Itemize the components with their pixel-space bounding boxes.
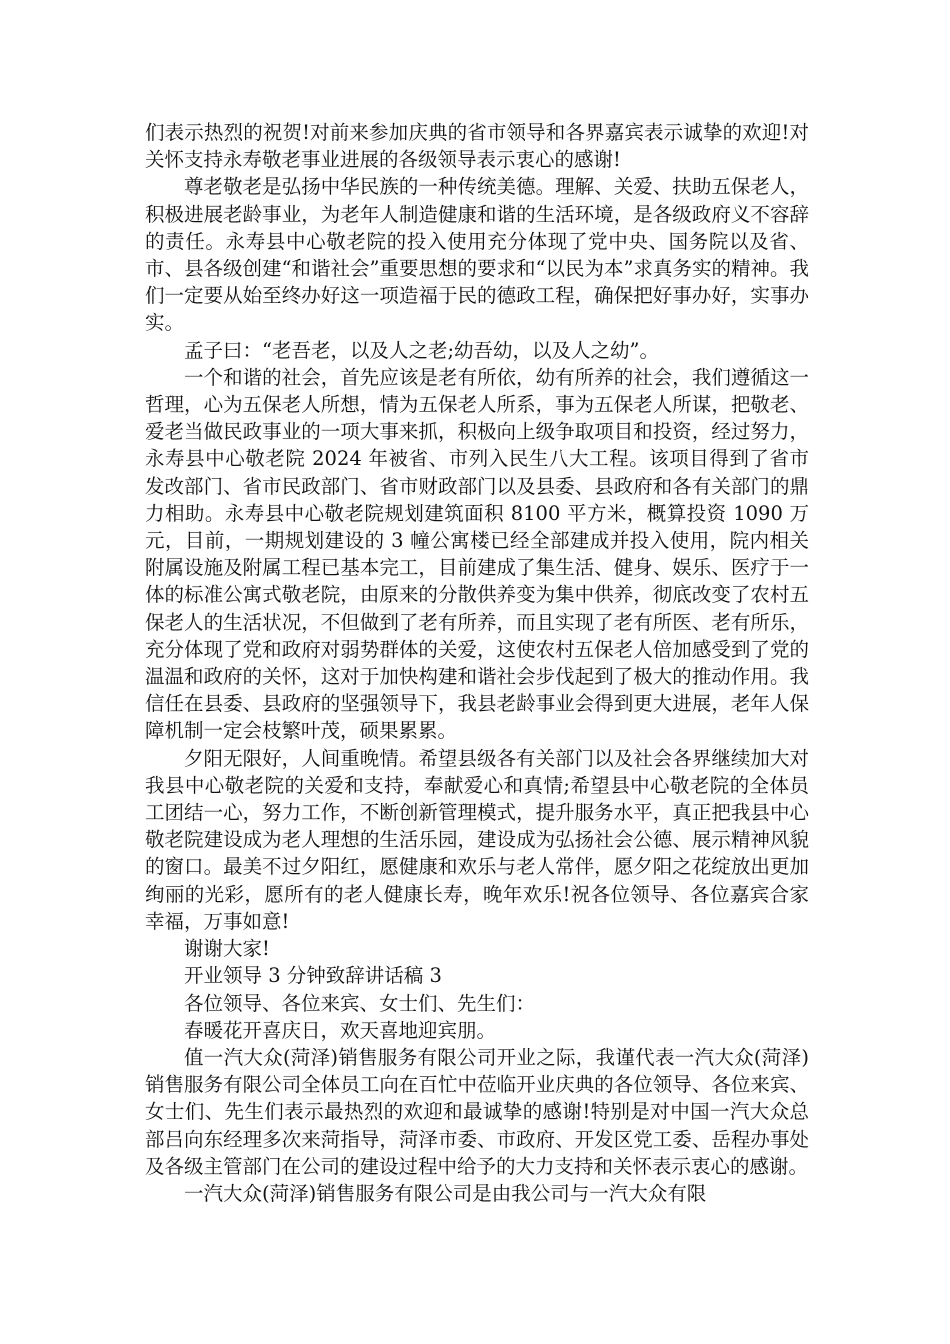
paragraph-10: 值一汽大众(菏泽)销售服务有限公司开业之际，我谨代表一汽大众(菏泽)销售服务有限公司全体员工向在百忙中莅临开业庆典的各位领导、各位来宾、女士们、先生们表示最热烈的欢迎和最诚挚的感谢!特别是对中国一汽大众总部吕向东经理多次来菏指导，菏泽市委、市政府、开发区党工委、岳程办事处及各级主管部门在公司的建设过程中给予的大力支持和关怀表示衷心的感谢。 xyxy=(145,1045,809,1178)
paragraph-4: 一个和谐的社会，首先应该是老有所依，幼有所养的社会，我们遵循这一哲理，心为五保老人所想，情为五保老人所系，事为五保老人所谋，把敬老、爱老当做民政事业的一项大事来抓，积极向上级争取项目和投资，经过努力，永寿县中心敬老院 2024 年被省、市列入民生八大工程。该项目得到了省市发改部门、省市民政部门、省市财政部门以及县委、县政府和各有关部门的鼎力相助。永寿县中心敬老院规划建筑面积 8100 平方米，概算投资 1090 万元，目前，一期规划建设的 3 幢公寓楼已经全部建成并投入使用，院内相关附属设施及附属工程已基本完工，目前建成了集生活、健身、娱乐、医疗于一体的标准公寓式敬老院，由原来的分散供养变为集中供养，彻底改变了农村五保老人的生活状况，不但做到了老有所养，而且实现了老有所医、老有所乐，充分体现了党和政府对弱势群体的关爱，这使农村五保老人倍加感受到了党的温温和政府的关怀，这对于加快构建和谐社会步伐起到了极大的推动作用。我信任在县委、县政府的坚强领导下，我县老龄事业会得到更大进展，老年人保障机制一定会枝繁叶茂，硕果累累。 xyxy=(145,365,809,743)
salutation: 各位领导、各位来宾、女士们、先生们： xyxy=(184,991,536,1015)
paragraph-9: 春暖花开喜庆日，欢天喜地迎宾朋。 xyxy=(184,1018,497,1042)
paragraph-2: 尊老敬老是弘扬中华民族的一种传统美德。理解、关爱、扶助五保老人，积极进展老龄事业，为老年人制造健康和谐的生活环境，是各级政府义不容辞的责任。永寿县中心敬老院的投入使用充分体现了党中央、国务院以及省、市、县各级创建“和谐社会”重要思想的要求和“以民为本”求真务实的精神。我们一定要从始至终办好这一项造福于民的德政工程，确保把好事办好，实事办实。 xyxy=(145,175,809,335)
paragraph-1: 们表示热烈的祝贺!对前来参加庆典的省市领导和各界嘉宾表示诚挚的欢迎!对关怀支持永寿敬老事业进展的各级领导表示衷心的感谢! xyxy=(145,121,809,172)
paragraph-11: 一汽大众(菏泽)销售服务有限公司是由我公司与一汽大众有限 xyxy=(184,1181,707,1205)
document-body xyxy=(145,119,809,1207)
paragraph-3: 孟子曰：“老吾老，以及人之老;幼吾幼，以及人之幼”。 xyxy=(184,338,660,362)
section-heading: 开业领导 3 分钟致辞讲话稿 3 xyxy=(184,964,442,988)
paragraph-6: 谢谢大家! xyxy=(184,937,270,961)
paragraph-5: 夕阳无限好，人间重晚情。希望县级各有关部门以及社会各界继续加大对我县中心敬老院的关爱和支持，奉献爱心和真情;希望县中心敬老院的全体员工团结一心，努力工作，不断创新管理模式，提升服务水平，真正把我县中心敬老院建设成为老人理想的生活乐园，建设成为弘扬社会公德、展示精神风貌的窗口。最美不过夕阳红，愿健康和欢乐与老人常伴，愿夕阳之花绽放出更加绚丽的光彩，愿所有的老人健康长寿，晚年欢乐!祝各位领导、各位嘉宾合家幸福，万事如意! xyxy=(145,746,809,933)
